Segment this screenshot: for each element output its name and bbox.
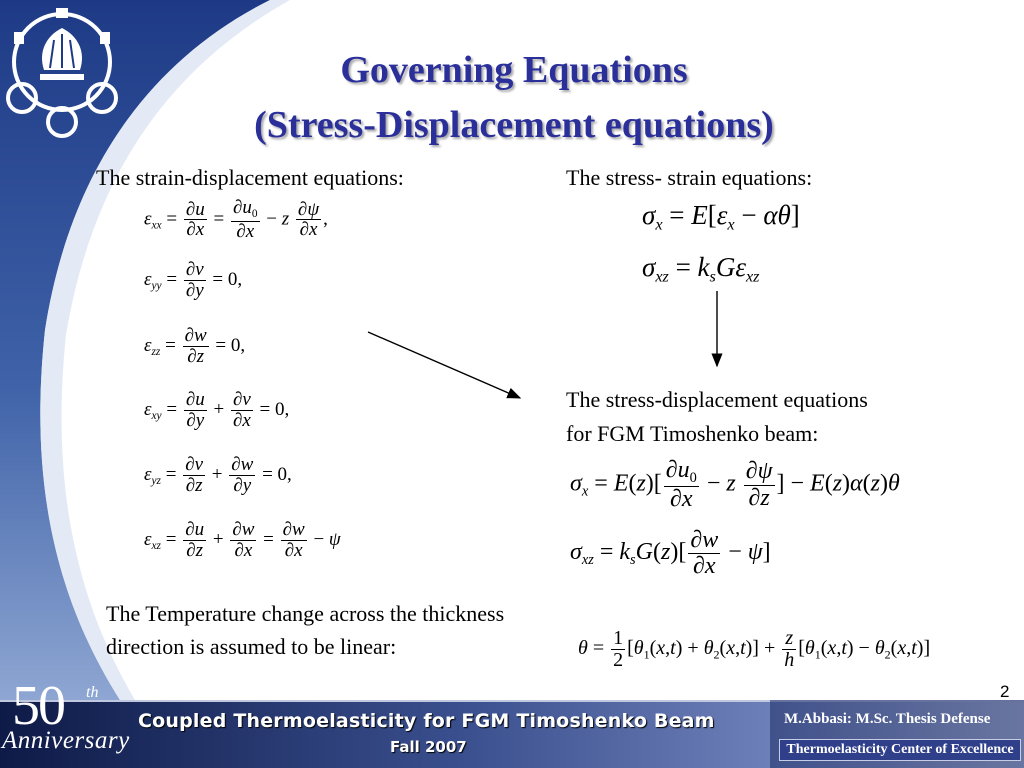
equation-strain-yy: $\varepsilon_{yy}$ = $\frac{\partial v}{\partial y}$ = 0,	[144, 259, 243, 301]
footer-semester: Fall 2007	[390, 738, 467, 756]
stress-strain-heading: The stress- strain equations:	[566, 165, 813, 190]
equation-stress-xz: $\sigma_{xz} = k_sG\varepsilon_{xz}$	[642, 252, 760, 286]
equation-stress-displacement-xz: $\sigma_{xz} = k_sG(z)$[ $\frac{\partial w}{\partial x}$ − ψ]	[570, 527, 771, 580]
stress-displacement-heading-line1: The stress-displacement equations	[566, 387, 868, 412]
equation-strain-zz: $\varepsilon_{zz}$ = $\frac{\partial w}{\partial z}$ = 0,	[144, 325, 246, 367]
footer-center-badge: Thermoelasticity Center of Excellence	[779, 739, 1021, 761]
equation-strain-yz: $\varepsilon_{yz}$ = $\frac{\partial v}{\partial z}$ + $\frac{\partial w}{\partial y}$ = 0,	[144, 454, 292, 496]
strain-displacement-heading: The strain-displacement equations:	[96, 165, 404, 190]
footer-author: M.Abbasi: M.Sc. Thesis Defense	[784, 711, 991, 727]
anniversary-word: Anniversary	[2, 727, 130, 754]
arrow-right-down-icon	[368, 332, 520, 398]
equation-stress-x: $\sigma_x = E[\varepsilon_x - \alpha\theta]$	[642, 200, 800, 234]
page-number: 2	[1000, 682, 1010, 701]
equation-stress-displacement-x: $\sigma_x = E(z)$[ $\frac{\partial u_0}{\partial x}$ − z $\frac{\partial\psi}{\partial z}$ ] − E(z)α(z)θ	[570, 457, 900, 513]
anniversary-suffix: th	[86, 684, 99, 701]
equation-strain-xy: $\varepsilon_{xy}$ = $\frac{\partial u}{\partial y}$ + $\frac{\partial v}{\partial x}$ = 0,	[144, 389, 290, 431]
stress-displacement-heading-line2: for FGM Timoshenko beam:	[566, 421, 819, 446]
anniversary-number: 50	[12, 675, 64, 737]
slide-title: Governing Equations	[340, 49, 688, 91]
temperature-text-line1: The Temperature change across the thickness	[106, 601, 505, 626]
temperature-text-line2: direction is assumed to be linear:	[106, 634, 397, 659]
equation-temperature: θ = $\frac{1}{2}$ $[\theta_1(x,t) + \theta_2(x,t)]$ + $\frac{z}{h}$ $[\theta_1(x,t) - \theta_2(x,t)]$	[578, 627, 931, 671]
slide-subtitle: (Stress-Displacement equations)	[254, 104, 774, 146]
equation-strain-xx: $\varepsilon_{xx}$ = $\frac{\partial u}{\partial x}$ = $\frac{\partial u_0}{\partial x}$ − z $\frac{\partial\psi}{\partial x}$ ,	[144, 197, 328, 242]
footer-title: Coupled Thermoelasticity for FGM Timoshenko Beam	[138, 710, 715, 732]
equation-strain-xz: $\varepsilon_{xz}$ = $\frac{\partial u}{\partial z}$ + $\frac{\partial w}{\partial x}$ = $\frac{\partial w}{\partial x}$ − ψ	[144, 519, 341, 561]
